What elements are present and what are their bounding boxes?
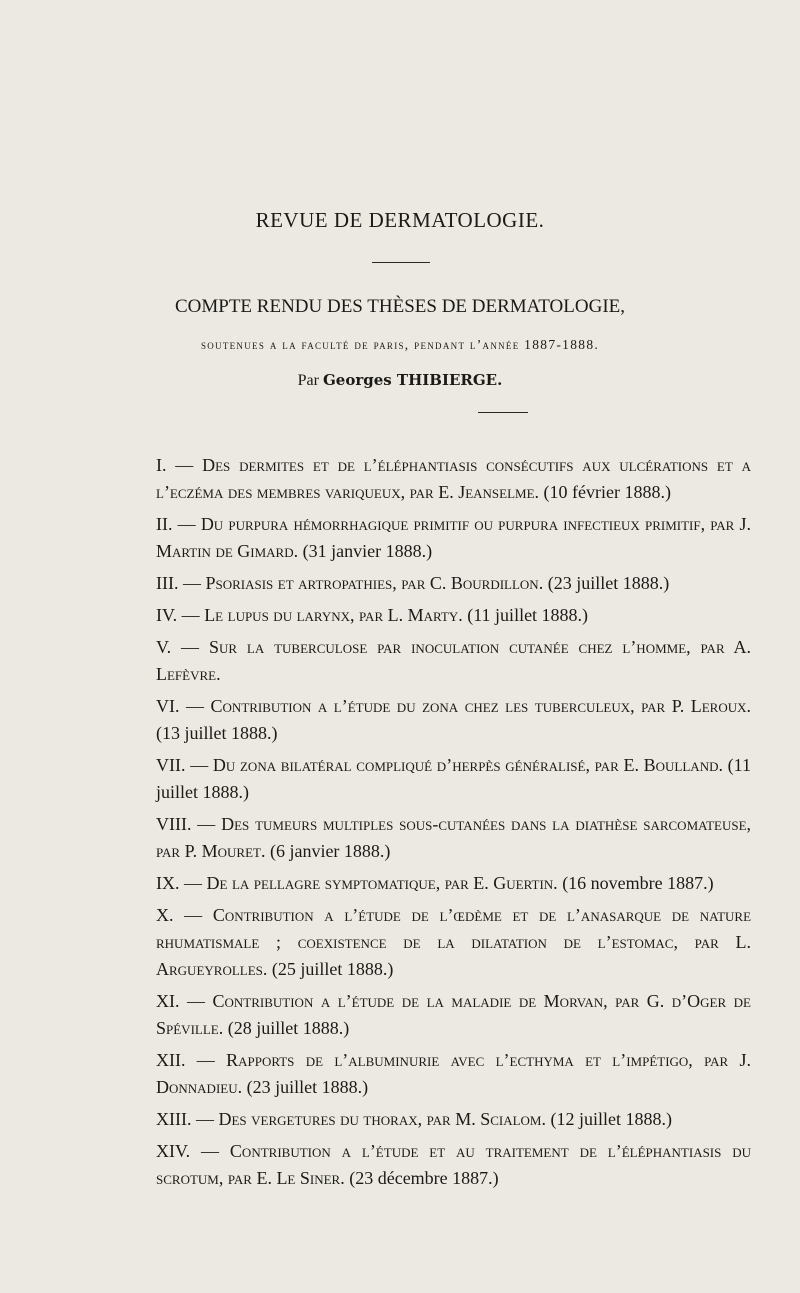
entry-number: IV. —: [156, 605, 200, 625]
list-item: [156, 1106, 751, 1133]
title-rule: [372, 262, 430, 263]
entry-date: (11 juillet 1888.): [467, 605, 589, 625]
thesis-list: [156, 452, 751, 1197]
author-prefix: Par: [297, 372, 319, 389]
entry-text: De la pellagre symptomatique, par E. Guertin.: [206, 873, 558, 893]
entry-date: (23 juillet 1888.): [547, 573, 670, 593]
entry-date: (6 janvier 1888.): [269, 841, 391, 861]
entry-number: X. —: [156, 905, 203, 925]
list-item: [156, 693, 751, 747]
section-subsubtitle: soutenues a la faculté de paris, pendant l’année 1887-1888.: [200, 337, 600, 352]
entry-number: XI. —: [156, 991, 205, 1011]
list-item: [156, 511, 751, 565]
entry-date: (13 juillet 1888.): [156, 723, 278, 743]
list-item: [156, 1047, 751, 1101]
entry-number: XIII. —: [156, 1109, 214, 1129]
entry-text: Contribution a l’étude de la maladie de Morvan, par G. d’Oger de Spéville.: [156, 991, 751, 1038]
list-item: [156, 452, 751, 506]
entry-text: Psoriasis et artropathies, par C. Bourdillon.: [205, 573, 544, 593]
entry-number: I. —: [156, 455, 194, 475]
entry-text: Du zona bilatéral compliqué d’herpès généralisé, par E. Boulland.: [212, 755, 723, 775]
entry-number: VII. —: [156, 755, 209, 775]
section-subtitle: COMPTE RENDU DES THÈSES DE DERMATOLOGIE,: [174, 296, 626, 317]
entry-text: Des dermites et de l’éléphantiasis consécutifs aux ulcérations et a l’eczéma des membres variqueux, par E. Jeanselme.: [156, 455, 751, 502]
author-line: [0, 371, 800, 390]
entry-date: (11 juillet 1888.): [156, 755, 751, 802]
entry-text: Du purpura hémorrhagique primitif ou purpura infectieux primitif, par J. Martin de Gimard.: [156, 514, 752, 561]
entry-text: Le lupus du larynx, par L. Marty.: [204, 605, 463, 625]
entry-text: Contribution a l’étude de l’œdème et de l’anasarque de nature rhumatismale ; coexistence de la dilatation de l’estomac, par L. Argueyrolles.: [156, 905, 752, 979]
entry-text: Rapports de l’albuminurie avec l’ecthyma et l’impétigo, par J. Donnadieu.: [156, 1050, 752, 1097]
entry-text: Sur la tuberculose par inoculation cutanée chez l’homme, par A. Lefèvre.: [156, 637, 751, 684]
author-rule: [478, 412, 528, 413]
entry-number: XII. —: [156, 1050, 215, 1070]
list-item: [156, 870, 751, 897]
list-item: [156, 811, 751, 865]
entry-date: (28 juillet 1888.): [227, 1018, 350, 1038]
list-item: [156, 988, 751, 1042]
entry-date: (12 juillet 1888.): [550, 1109, 672, 1129]
entry-text: Des tumeurs multiples sous-cutanées dans la diathèse sarcomateuse, par P. Mouret.: [156, 814, 752, 861]
entry-date: (10 février 1888.): [543, 482, 671, 502]
entry-date: (23 juillet 1888.): [246, 1077, 369, 1097]
entry-date: (23 décembre 1887.): [349, 1168, 499, 1188]
list-item: [156, 902, 751, 983]
entry-text: Contribution a l’étude du zona chez les tuberculeux, par P. Leroux.: [210, 696, 752, 716]
entry-number: VI. —: [156, 696, 205, 716]
entry-number: XIV. —: [156, 1141, 220, 1161]
list-item: [156, 634, 751, 688]
list-item: [156, 1138, 751, 1192]
entry-number: II. —: [156, 514, 196, 534]
list-item: [156, 602, 751, 629]
page-title: REVUE DE DERMATOLOGIE.: [255, 208, 545, 232]
entry-date: (25 juillet 1888.): [271, 959, 394, 979]
entry-number: VIII. —: [156, 814, 216, 834]
entry-number: III. —: [156, 573, 201, 593]
list-item: [156, 570, 751, 597]
author-name: Georges THIBIERGE.: [322, 371, 503, 389]
entry-text: Des vergetures du thorax, par M. Scialom.: [218, 1109, 546, 1129]
entry-text: Contribution a l’étude et au traitement de l’éléphantiasis du scrotum, par E. Le Siner.: [156, 1141, 752, 1188]
entry-number: IX. —: [156, 873, 202, 893]
entry-number: V. —: [156, 637, 200, 657]
entry-date: (31 janvier 1888.): [302, 541, 433, 561]
list-item: [156, 752, 751, 806]
entry-date: (16 novembre 1887.): [562, 873, 714, 893]
